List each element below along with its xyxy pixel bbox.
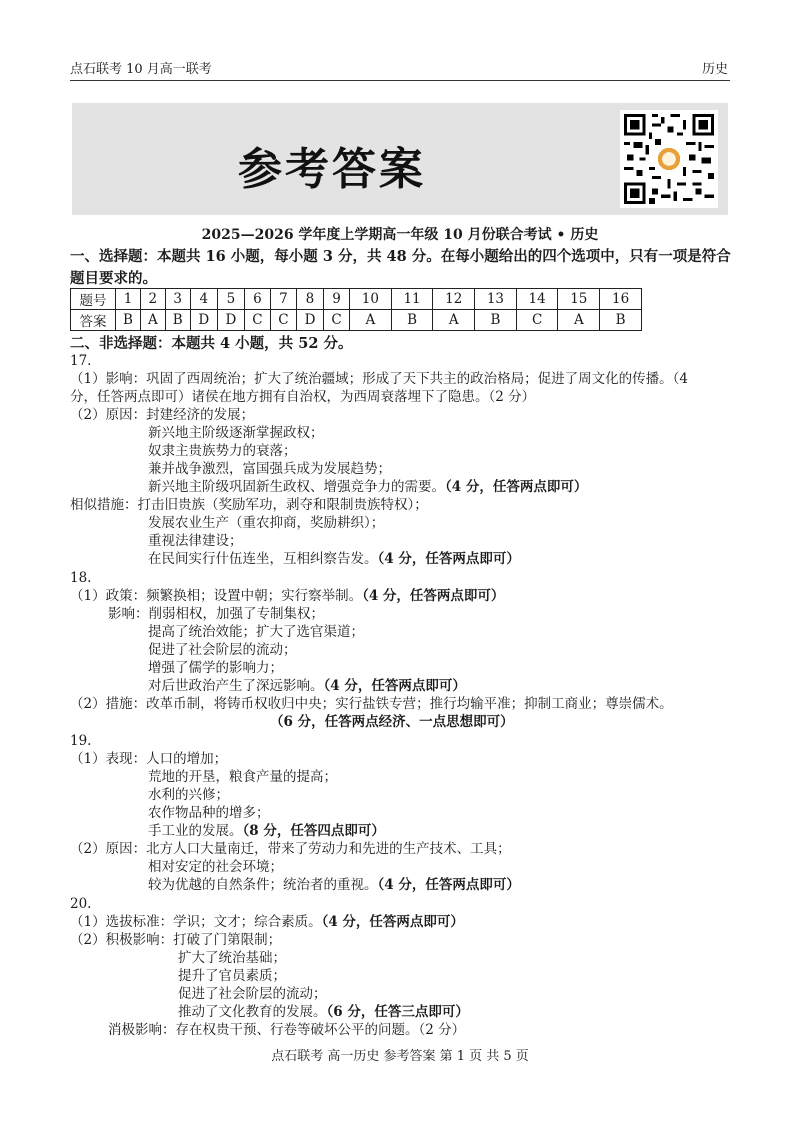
score-note: （6 分，任答两点经济、一点思想即可） bbox=[270, 714, 514, 730]
answer-line: 新兴地主阶级逐渐掌握政权； bbox=[148, 425, 324, 441]
exam-subtitle: 2025—2026 学年度上学期高一年级 10 月份联合考试 • 历史 bbox=[201, 227, 599, 243]
score-note: （4 分，任答两点即可） bbox=[377, 551, 520, 567]
answer-line bbox=[148, 822, 385, 840]
answer-text: 推动了文化教育的发展。 bbox=[178, 1004, 327, 1020]
question-number: 10 bbox=[350, 289, 392, 310]
answer-cell: D bbox=[217, 310, 244, 331]
answer-cell: D bbox=[296, 310, 323, 331]
answer-line: （2）积极影响：打破了门第限制； bbox=[70, 932, 282, 948]
answer-cell: D bbox=[190, 310, 217, 331]
answer-line bbox=[148, 677, 466, 695]
answer-table bbox=[70, 288, 642, 331]
answer-cell: A bbox=[141, 310, 166, 331]
question-17-number: 17. bbox=[70, 353, 92, 369]
answer-line bbox=[148, 550, 520, 568]
header-right-subject: 历史 bbox=[701, 62, 728, 77]
answer-line: （2）措施：改革币制，将铸币权收归中央；实行盐铁专营；推行均输平准；抑制工商业；尊崇儒术。 bbox=[70, 696, 673, 712]
qr-code-icon bbox=[620, 110, 718, 208]
table-row-answers bbox=[71, 310, 642, 331]
answer-line: 促进了社会阶层的流动； bbox=[178, 986, 327, 1002]
question-19-number: 19. bbox=[70, 733, 92, 749]
answer-cell: B bbox=[600, 310, 642, 331]
score-note: （8 分，任答四点即可） bbox=[242, 823, 385, 839]
answer-line: 水利的兴修； bbox=[148, 787, 229, 803]
score-note: （4 分，任答两点即可） bbox=[321, 914, 464, 930]
answer-line: 扩大了统治基础； bbox=[178, 950, 286, 966]
answer-cell: B bbox=[391, 310, 433, 331]
question-number: 9 bbox=[324, 289, 350, 310]
question-18-number: 18. bbox=[70, 570, 92, 586]
answer-line: 促进了社会阶层的流动； bbox=[148, 642, 297, 658]
banner-title: 参考答案 bbox=[238, 144, 426, 195]
score-note: （4 分，任答两点即可） bbox=[377, 877, 520, 893]
table-row-label: 答案 bbox=[71, 310, 116, 331]
table-row-numbers bbox=[71, 289, 642, 310]
answer-line: （2）原因：封建经济的发展； bbox=[70, 407, 255, 423]
answer-line bbox=[70, 587, 504, 605]
answer-cell: C bbox=[516, 310, 558, 331]
score-note: （6 分，任答三点即可） bbox=[326, 1004, 469, 1020]
answer-text: 对后世政治产生了深远影响。 bbox=[148, 678, 324, 694]
page-footer: 点石联考 高一历史 参考答案 第 1 页 共 5 页 bbox=[271, 1049, 529, 1064]
answer-line: 兼并战争激烈，富国强兵成为发展趋势； bbox=[148, 461, 391, 477]
answer-line bbox=[148, 478, 587, 496]
question-number: 4 bbox=[190, 289, 217, 310]
answer-line: 奴隶主贵族势力的衰落； bbox=[148, 443, 297, 459]
question-number: 5 bbox=[217, 289, 244, 310]
answer-cell: B bbox=[165, 310, 190, 331]
question-number: 11 bbox=[391, 289, 433, 310]
answer-line: 提高了统治效能；扩大了选官渠道； bbox=[148, 624, 364, 640]
question-20-number: 20. bbox=[70, 896, 92, 912]
answer-cell: B bbox=[116, 310, 141, 331]
answer-cell: C bbox=[270, 310, 296, 331]
answer-line: 发展农业生产（重农抑商，奖励耕织）； bbox=[148, 515, 385, 531]
answer-line: 分，任答两点即可）诸侯在地方拥有自治权，为西周衰落埋下了隐患。（2 分） bbox=[70, 389, 536, 405]
answer-text: 新兴地主阶级巩固新生政权、增强竞争力的需要。 bbox=[148, 479, 445, 495]
answer-cell: B bbox=[475, 310, 517, 331]
answer-text: 较为优越的自然条件；统治者的重视。 bbox=[148, 877, 378, 893]
section-1-heading: 一、选择题：本题共 16 小题，每小题 3 分，共 48 分。在每小题给出的四个选项中，只有一项是符合题目要求的。 bbox=[70, 248, 731, 287]
answer-line: 提升了官员素质； bbox=[178, 968, 286, 984]
answer-line: 重视法律建设； bbox=[148, 533, 243, 549]
answer-line: 影响：削弱相权，加强了专制集权； bbox=[108, 606, 324, 622]
score-note: （4 分，任答两点即可） bbox=[445, 479, 588, 495]
question-number: 7 bbox=[270, 289, 296, 310]
question-number: 6 bbox=[244, 289, 270, 310]
answer-line: 增强了儒学的影响力； bbox=[148, 660, 283, 676]
answer-cell: C bbox=[244, 310, 270, 331]
answer-line: （1）影响：巩固了西周统治；扩大了统治疆域；形成了天下共主的政治格局；促进了周文化的传播。（4 bbox=[70, 371, 688, 387]
answer-line: 相对安定的社会环境； bbox=[148, 859, 283, 875]
answer-text: 手工业的发展。 bbox=[148, 823, 243, 839]
header-divider bbox=[70, 80, 730, 81]
answer-line: 相似措施：打击旧贵族（奖励军功，剥夺和限制贵族特权）； bbox=[70, 497, 428, 513]
title-banner bbox=[72, 103, 728, 215]
question-number: 16 bbox=[600, 289, 642, 310]
answer-cell: A bbox=[558, 310, 600, 331]
score-note: （4 分，任答两点即可） bbox=[362, 588, 505, 604]
answer-line bbox=[70, 913, 464, 931]
answer-line: 荒地的开垦，粮食产量的提高； bbox=[148, 769, 337, 785]
answer-line: 消极影响：存在权贵干预、行卷等破坏公平的问题。（2 分） bbox=[108, 1022, 466, 1038]
answer-text: （1）选拔标准：学识；文才；综合素质。 bbox=[70, 914, 322, 930]
section-2-heading: 二、非选择题：本题共 4 小题，共 52 分。 bbox=[70, 335, 353, 352]
answer-line bbox=[148, 876, 520, 894]
answer-line: （1）表现：人口的增加； bbox=[70, 751, 228, 767]
question-number: 12 bbox=[433, 289, 475, 310]
answer-text: 在民间实行什伍连坐，互相纠察告发。 bbox=[148, 551, 378, 567]
question-number: 13 bbox=[475, 289, 517, 310]
question-number: 14 bbox=[516, 289, 558, 310]
answer-line: 农作物品种的增多； bbox=[148, 805, 270, 821]
score-note: （4 分，任答两点即可） bbox=[323, 678, 466, 694]
answer-cell: A bbox=[350, 310, 392, 331]
answer-line bbox=[178, 1003, 469, 1021]
question-number: 2 bbox=[141, 289, 166, 310]
answer-cell: C bbox=[324, 310, 350, 331]
answer-text: （1）政策：频繁换相；设置中朝；实行察举制。 bbox=[70, 588, 363, 604]
answer-cell: A bbox=[433, 310, 475, 331]
question-number: 3 bbox=[165, 289, 190, 310]
question-number: 15 bbox=[558, 289, 600, 310]
header-left-text: 点石联考 10 月高一联考 bbox=[70, 62, 212, 77]
table-row-label: 题号 bbox=[71, 289, 116, 310]
answer-line: （2）原因：北方人口大量南迁，带来了劳动力和先进的生产技术、工具； bbox=[70, 841, 511, 857]
question-number: 8 bbox=[296, 289, 323, 310]
question-number: 1 bbox=[116, 289, 141, 310]
